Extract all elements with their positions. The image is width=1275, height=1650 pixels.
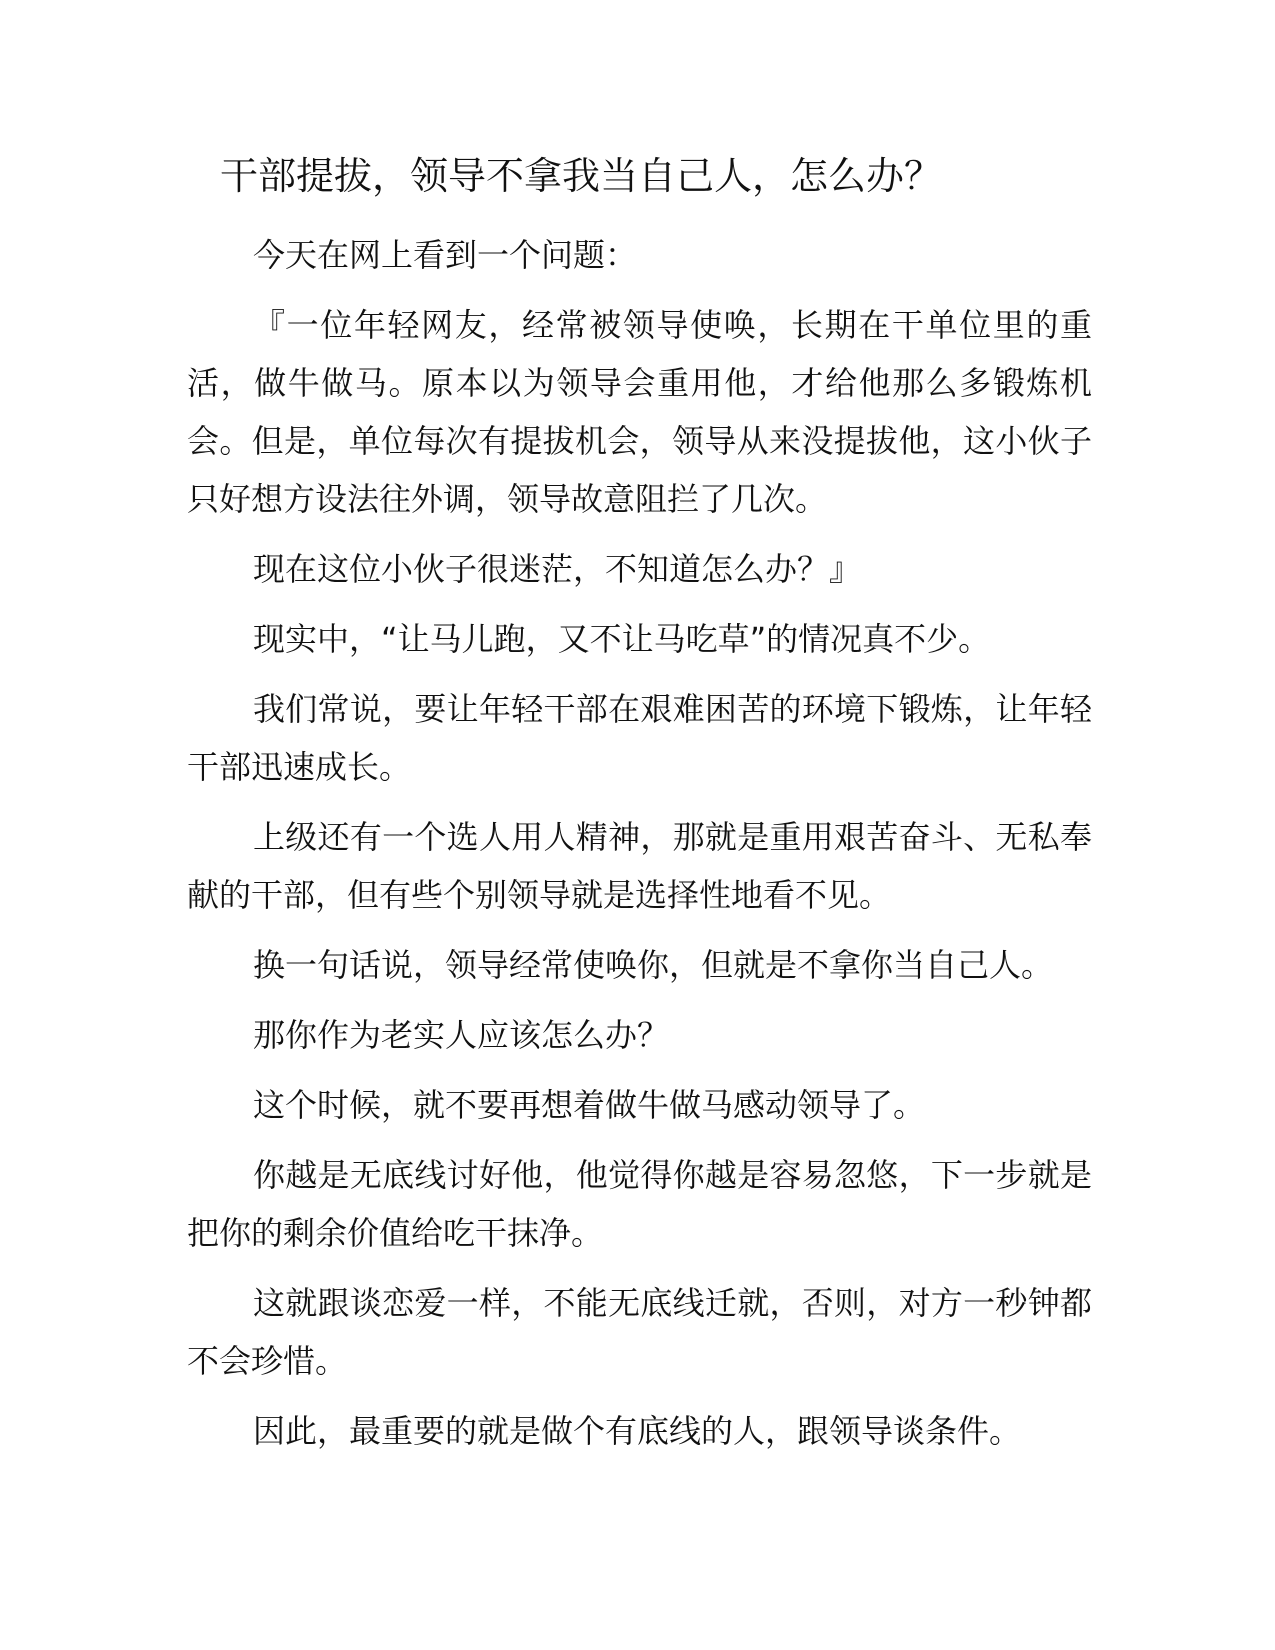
paragraph-11: 这就跟谈恋爱一样，不能无底线迁就，否则，对方一秒钟都不会珍惜。: [187, 1284, 1092, 1380]
paragraph-3: 现在这位小伙子很迷茫，不知道怎么办？』: [253, 550, 862, 588]
paragraph-9: 这个时候，就不要再想着做牛做马感动领导了。: [253, 1086, 926, 1124]
paragraph-12: 因此，最重要的就是做个有底线的人，跟领导谈条件。: [253, 1412, 1022, 1450]
paragraph-1: 今天在网上看到一个问题：: [253, 236, 638, 274]
paragraph-5: 我们常说，要让年轻干部在艰难困苦的环境下锻炼，让年轻干部迅速成长。: [187, 690, 1092, 786]
paragraph-8: 那你作为老实人应该怎么办？: [253, 1016, 670, 1054]
paragraph-2: 『一位年轻网友，经常被领导使唤，长期在干单位里的重活，做牛做马。原本以为领导会重用他，才给他那么多锻炼机会。但是，单位每次有提拔机会，领导从来没提拔他，这小伙子只好想方设法往外调，领导故意阻拦了几次。: [187, 306, 1092, 518]
paragraph-7: 换一句话说，领导经常使唤你，但就是不拿你当自己人。: [253, 946, 1054, 984]
paragraph-6: 上级还有一个选人用人精神，那就是重用艰苦奋斗、无私奉献的干部，但有些个别领导就是选择性地看不见。: [187, 818, 1092, 914]
paragraph-4: 现实中，“让马儿跑，又不让马吃草”的情况真不少。: [253, 620, 991, 658]
paragraph-10: 你越是无底线讨好他，他觉得你越是容易忽悠，下一步就是把你的剩余价值给吃干抹净。: [187, 1156, 1092, 1252]
document-body: [187, 226, 1092, 1472]
page-title: 干部提拔，领导不拿我当自己人，怎么办？: [220, 154, 943, 198]
